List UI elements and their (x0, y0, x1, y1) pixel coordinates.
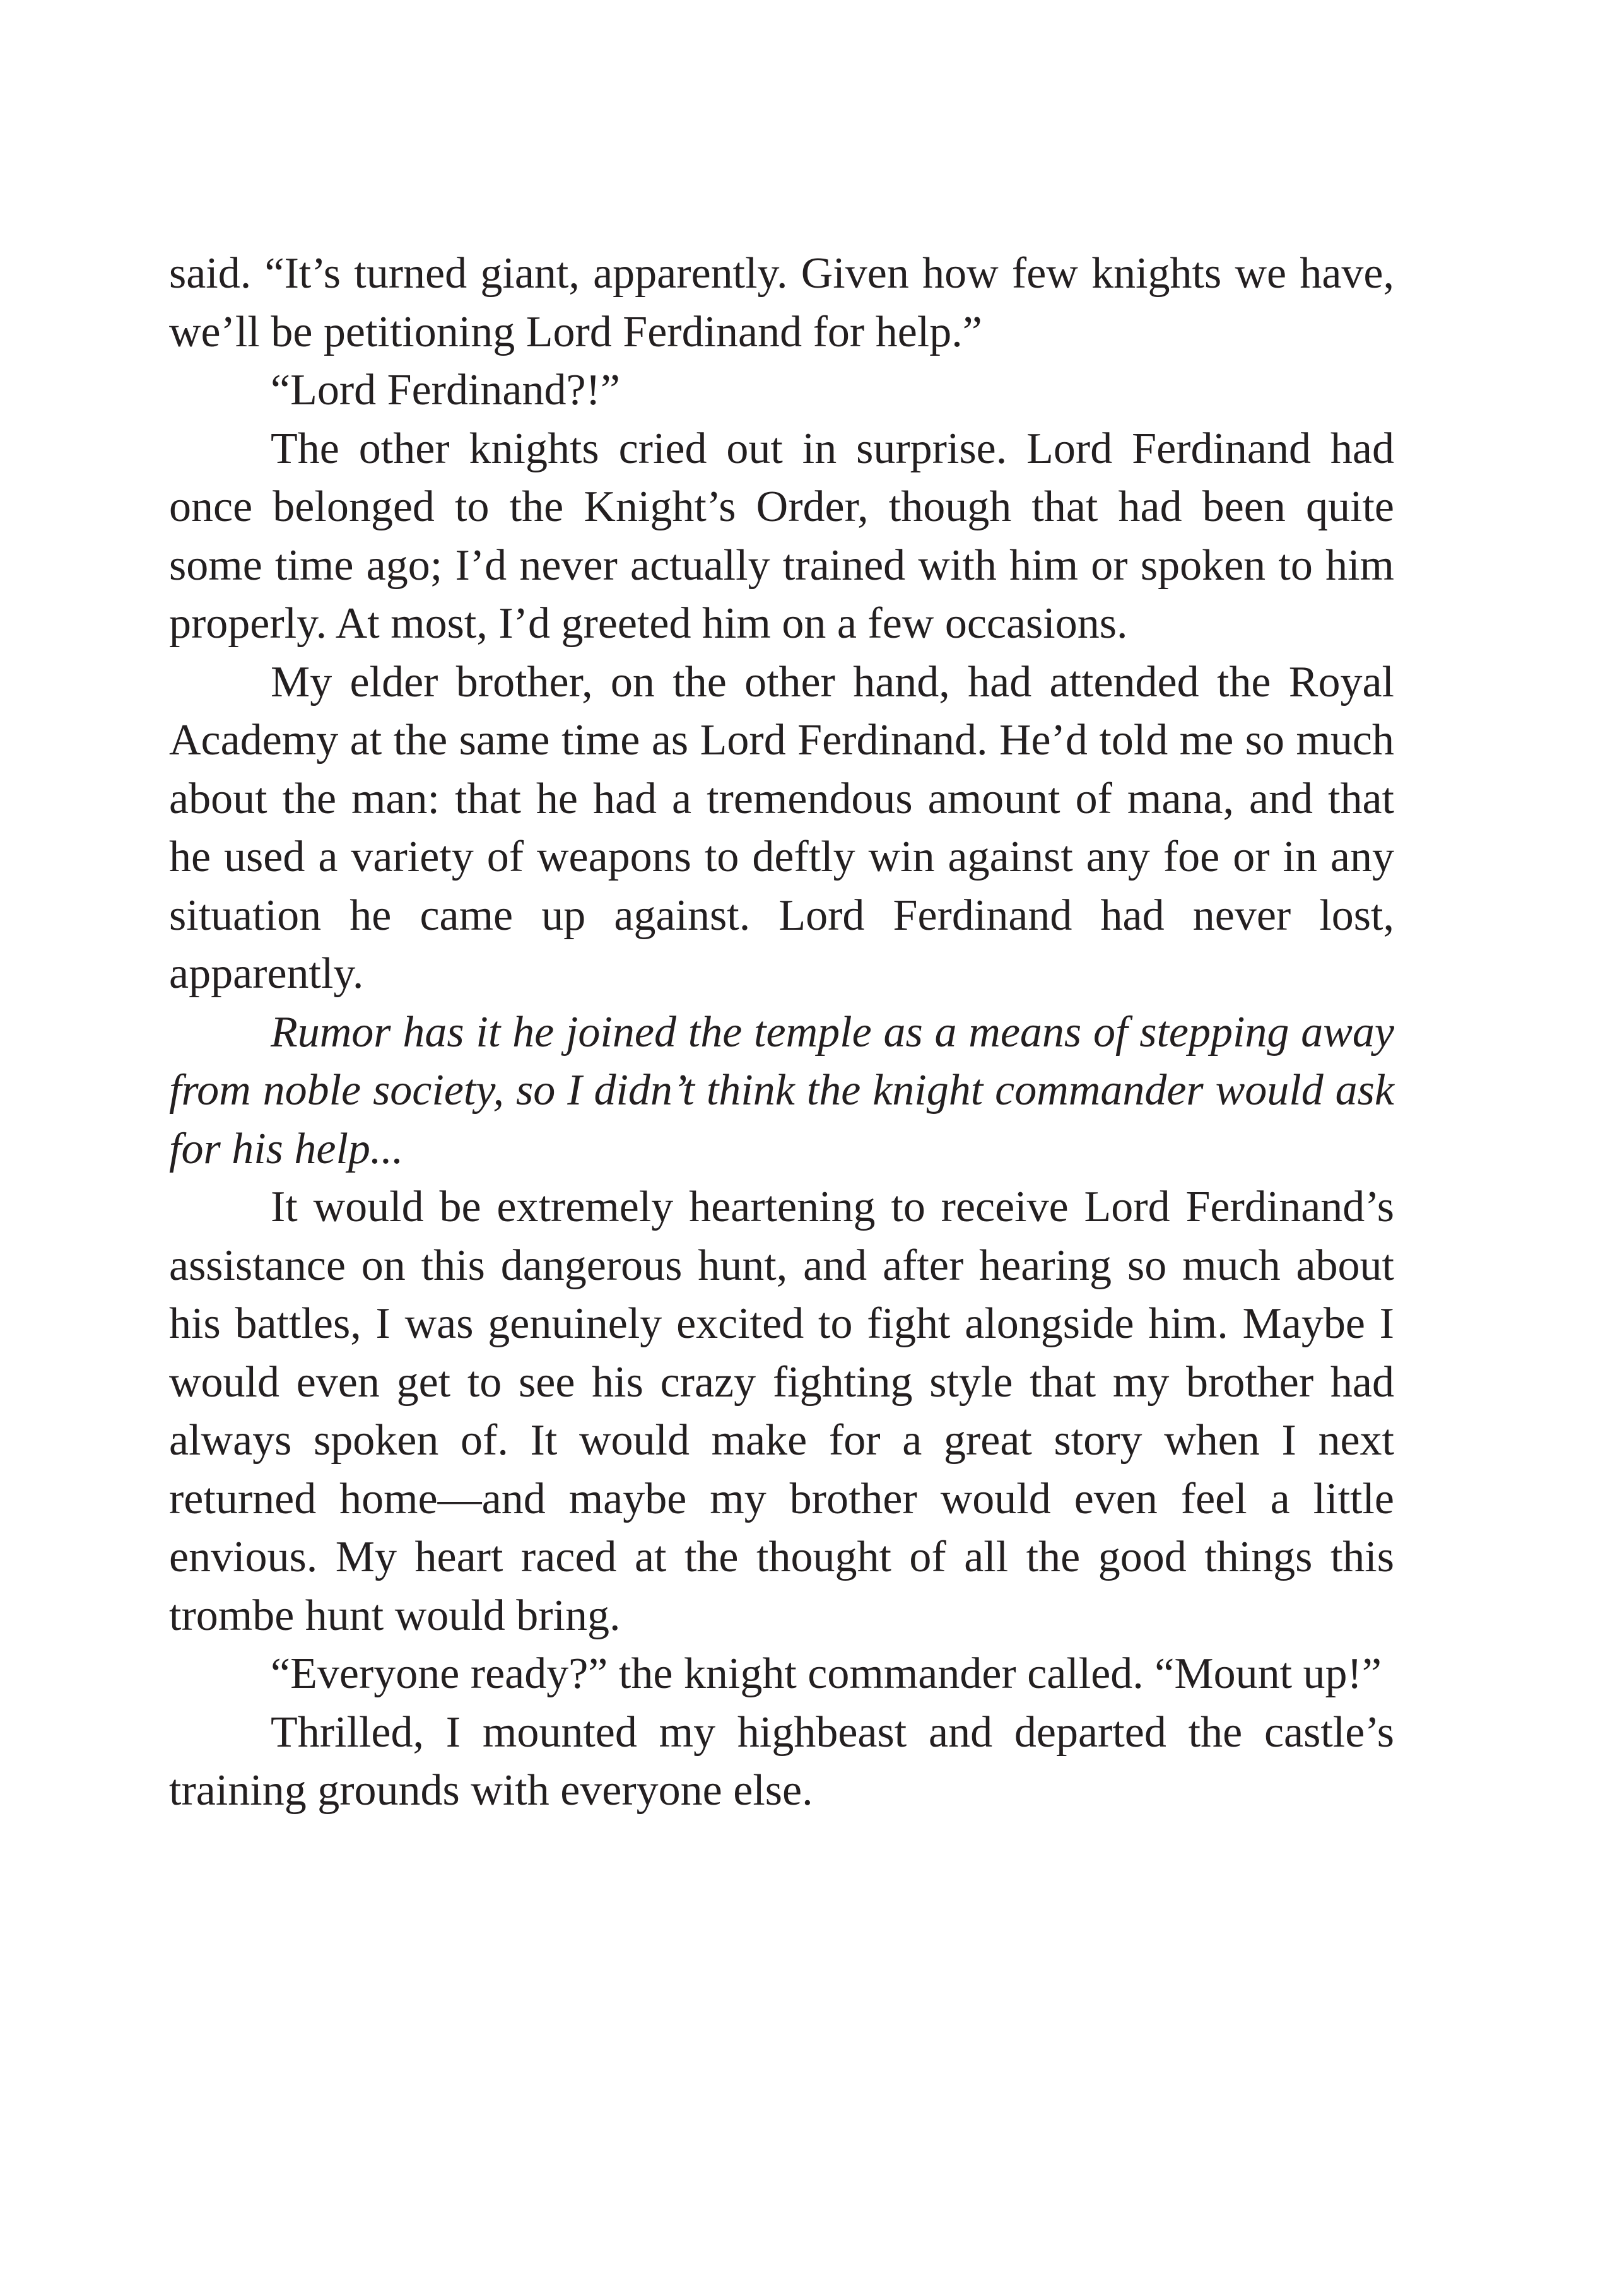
paragraph-3: The other knights cried out in surprise. Lord Ferdinand had once belonged to the Knight’s Order, though that had been quite some time ago; I’d never actually trained with him or spoken to him properly. At most, I’d greeted him on a few occasions. (169, 424, 1394, 648)
paragraph-4: My elder brother, on the other hand, had attended the Royal Academy at the same time as Lord Ferdinand. He’d told me so much about the man: that he had a tremendous amount of mana, and that he used a variety of weapons to deftly win against any foe or in any situation he came up against. Lord Ferdinand had never lost, apparently. (169, 657, 1394, 998)
paragraph-7: “Everyone ready?” the knight commander called. “Mount up!” (271, 1649, 1382, 1698)
paragraph-1: said. “It’s turned giant, apparently. Given how few knights we have, we’ll be petitioning Lord Ferdinand for help.” (169, 249, 1394, 356)
paragraph-5-thought: Rumor has it he joined the temple as a means of stepping away from noble society, so I didn’t think the knight commander would ask for his help... (169, 1007, 1394, 1173)
paragraph-6: It would be extremely heartening to receive Lord Ferdinand’s assistance on this dangerous hunt, and after hearing so much about his battles, I was genuinely excited to fight alongside him. Maybe I would even get to see his crazy fighting style that my brother had always spoken of. It would make for a great story when I next returned home—and maybe my brother would even feel a little envious. My heart raced at the thought of all the good things this trombe hunt would bring. (169, 1183, 1394, 1640)
body-text (169, 245, 1394, 1820)
paragraph-2: “Lord Ferdinand?!” (271, 366, 620, 414)
paragraph-8: Thrilled, I mounted my highbeast and departed the castle’s training grounds with everyone else. (169, 1707, 1394, 1815)
